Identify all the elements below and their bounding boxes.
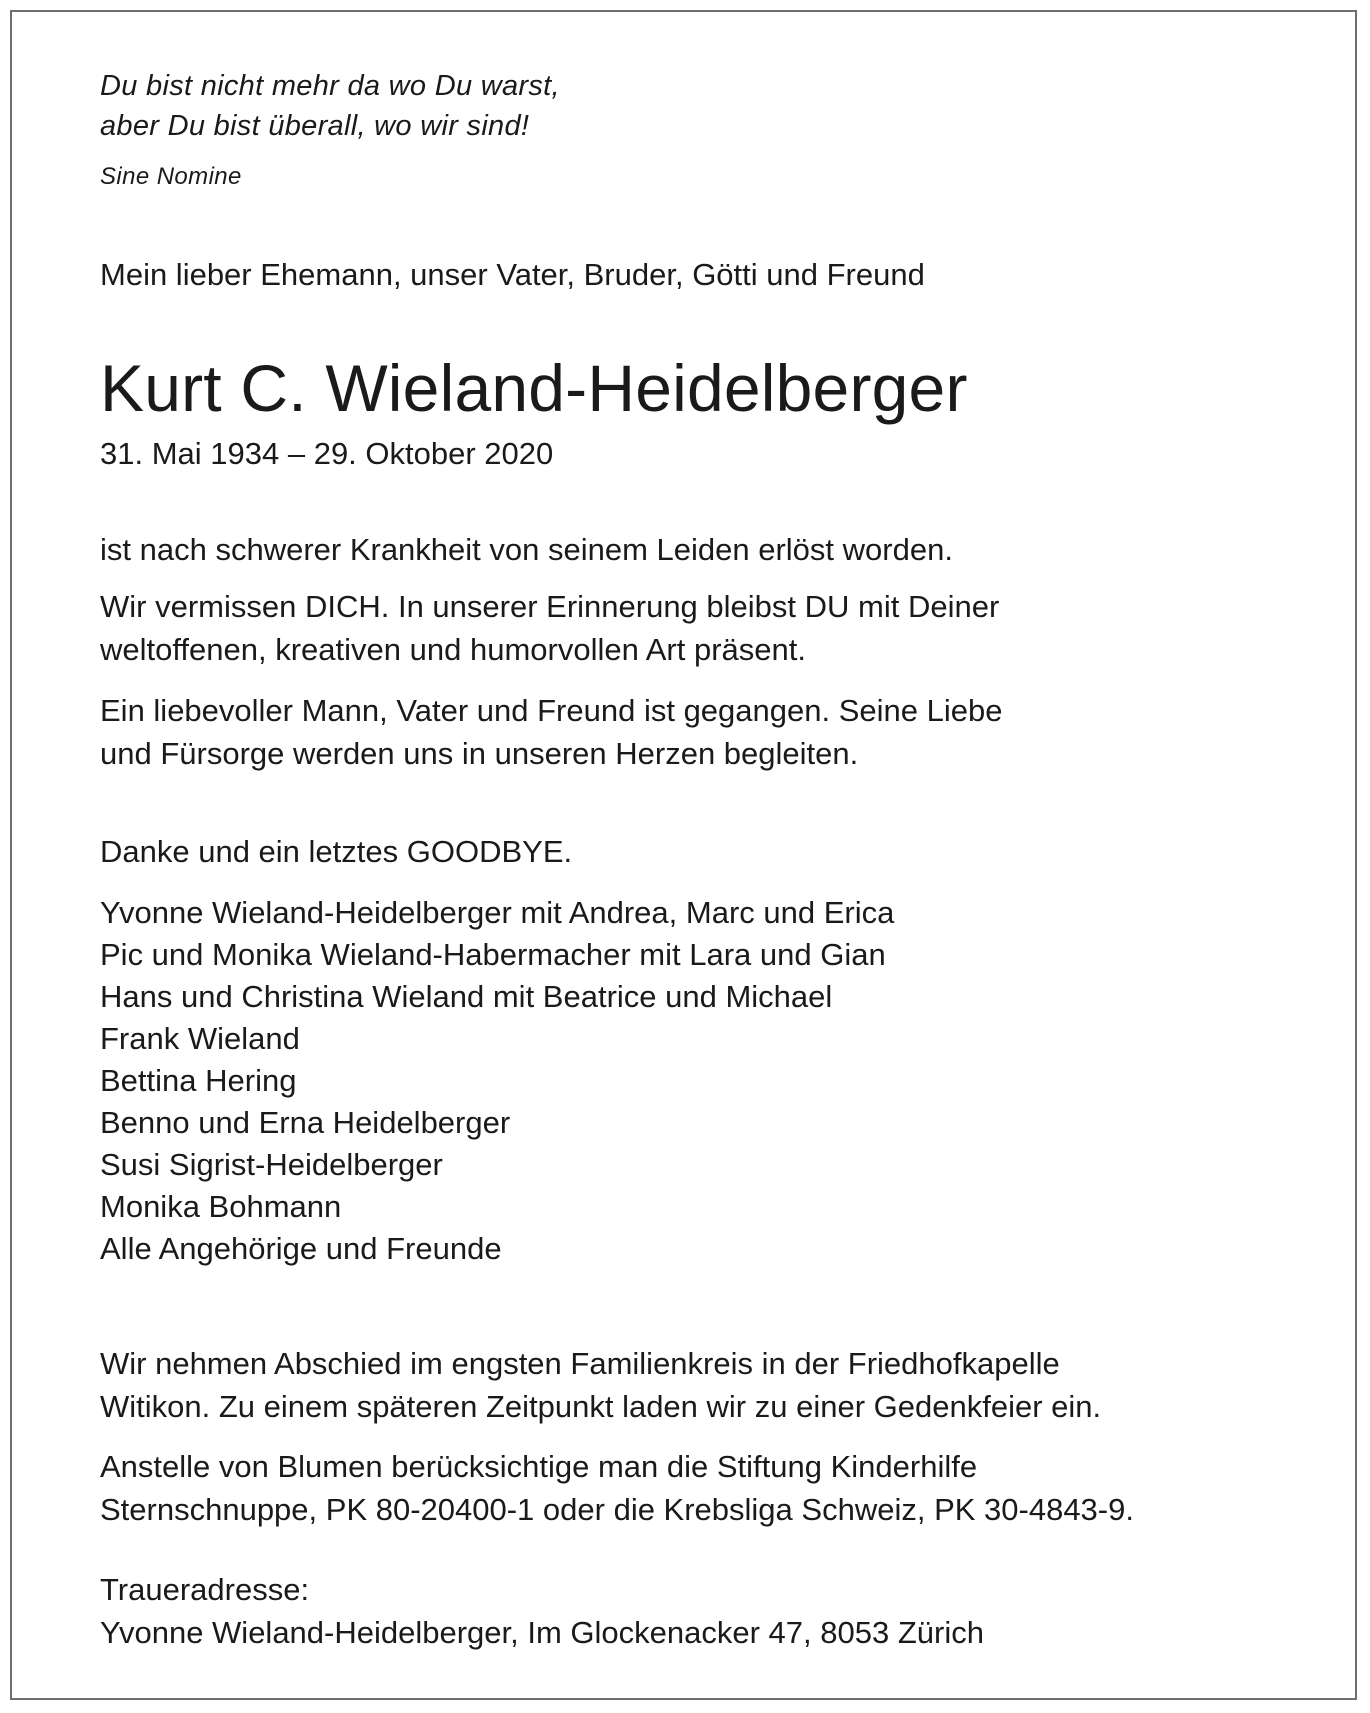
mourner-item: Monika Bohmann	[100, 1189, 342, 1224]
address-label: Traueradresse:	[100, 1572, 310, 1607]
donation-line: Sternschnuppe, PK 80-20400-1 oder die Krebsliga Schweiz, PK 30-4843-9.	[100, 1492, 1134, 1527]
motto-author: Sine Nomine	[100, 163, 242, 190]
donation-line: Anstelle von Blumen berücksichtige man die Stiftung Kinderhilfe	[100, 1449, 978, 1484]
ceremony-info	[100, 1342, 1101, 1428]
intro-line: Mein lieber Ehemann, unser Vater, Bruder, Götti und Freund	[100, 257, 925, 292]
farewell-line: Danke und ein letztes GOODBYE.	[100, 834, 573, 869]
motto-line: Du bist nicht mehr da wo Du warst,	[100, 70, 560, 102]
mourner-item: Frank Wieland	[100, 1021, 300, 1056]
message-line: und Fürsorge werden uns in unseren Herzen begleiten.	[100, 736, 859, 771]
mourners-list	[100, 892, 894, 1270]
mourner-item: Bettina Hering	[100, 1063, 297, 1098]
message-paragraph-2	[100, 585, 999, 671]
donation-info	[100, 1445, 1134, 1531]
message-paragraph-3	[100, 689, 1002, 775]
motto-line: aber Du bist überall, wo wir sind!	[100, 110, 530, 142]
address-value: Yvonne Wieland-Heidelberger, Im Glockenacker 47, 8053 Zürich	[100, 1615, 984, 1650]
ceremony-line: Wir nehmen Abschied im engsten Familienkreis in der Friedhofkapelle	[100, 1346, 1060, 1381]
motto-quote	[100, 66, 560, 146]
ceremony-line: Witikon. Zu einem späteren Zeitpunkt laden wir zu einer Gedenkfeier ein.	[100, 1389, 1102, 1424]
mourner-item: Pic und Monika Wieland-Habermacher mit Lara und Gian	[100, 937, 886, 972]
mourning-address	[100, 1568, 984, 1654]
mourner-item: Alle Angehörige und Freunde	[100, 1231, 502, 1266]
mourner-item: Hans und Christina Wieland mit Beatrice und Michael	[100, 979, 833, 1014]
deceased-name: Kurt C. Wieland-Heidelberger	[100, 351, 968, 425]
message-line: Ein liebevoller Mann, Vater und Freund ist gegangen. Seine Liebe	[100, 693, 1003, 728]
mourner-item: Yvonne Wieland-Heidelberger mit Andrea, Marc und Erica	[100, 895, 895, 930]
mourner-item: Benno und Erna Heidelberger	[100, 1105, 511, 1140]
mourner-item: Susi Sigrist-Heidelberger	[100, 1147, 443, 1182]
message-line: weltoffenen, kreativen und humorvollen Art präsent.	[100, 632, 806, 667]
life-dates: 31. Mai 1934 – 29. Oktober 2020	[100, 436, 554, 471]
message-paragraph-1: ist nach schwerer Krankheit von seinem Leiden erlöst worden.	[100, 532, 953, 567]
message-line: Wir vermissen DICH. In unserer Erinnerung bleibst DU mit Deiner	[100, 589, 1000, 624]
